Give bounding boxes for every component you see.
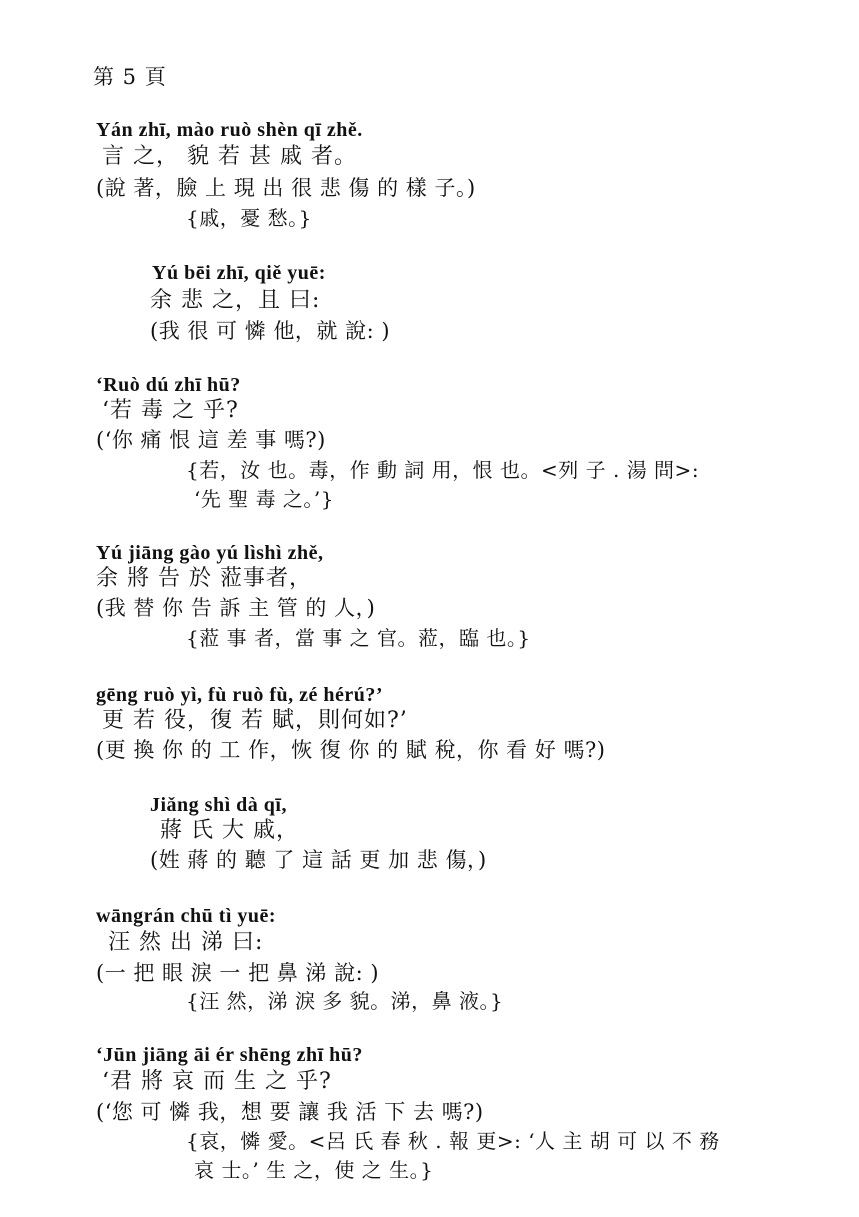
chinese-line-2: 余 悲 之，且 曰: bbox=[150, 288, 321, 313]
chinese-line-5: 更 若 役，復 若 賦，則何如?’ bbox=[102, 708, 408, 733]
translation-line-3: (‘你 痛 恨 這 差 事 嗎?) bbox=[96, 428, 326, 452]
page-number-label: 第 5 頁 bbox=[93, 65, 167, 89]
chinese-line-4: 余 將 告 於 蒞事者， bbox=[96, 566, 312, 591]
chinese-line-1: 言 之， 貌 若 甚 戚 者。 bbox=[102, 144, 357, 169]
translation-line-6: (姓 蔣 的 聽 了 這 話 更 加 悲 傷，) bbox=[150, 848, 487, 872]
translation-line-8: (‘您 可 憐 我，想 要 讓 我 活 下 去 嗎?) bbox=[96, 1100, 484, 1124]
note-line-3b: ‘先 聖 毒 之。’} bbox=[194, 487, 335, 511]
translation-line-7: (一 把 眼 淚 一 把 鼻 涕 說: ) bbox=[96, 961, 380, 985]
chinese-line-7: 汪 然 出 涕 曰: bbox=[108, 930, 264, 955]
chinese-line-3: ‘若 毒 之 乎? bbox=[102, 398, 239, 423]
chinese-line-6: 蔣 氏 大 戚， bbox=[160, 818, 299, 843]
pinyin-line-6: Jiǎng shì dà qī, bbox=[150, 794, 287, 816]
note-line-4a: {蒞 事 者，當 事 之 官。蒞，臨 也。} bbox=[186, 626, 531, 650]
translation-line-4: (我 替 你 告 訴 主 管 的 人，) bbox=[96, 596, 376, 620]
note-line-8a: {哀，憐 愛。<呂 氏 春 秋 . 報 更>: ‘人 主 胡 可 以 不 務 bbox=[186, 1129, 720, 1153]
pinyin-line-5: gēng ruò yì, fù ruò fù, zé hérú?’ bbox=[96, 684, 384, 706]
note-line-1a: {戚，憂 愁。} bbox=[186, 206, 312, 230]
pinyin-line-8: ‘Jūn jiāng āi ér shēng zhī hū? bbox=[96, 1044, 363, 1066]
pinyin-line-3: ‘Ruò dú zhī hū? bbox=[96, 374, 241, 396]
note-line-8b: 哀 士。’ 生 之，使 之 生。} bbox=[194, 1158, 434, 1182]
translation-line-2: (我 很 可 憐 他，就 說: ) bbox=[150, 319, 391, 343]
translation-line-1: (說 著，臉 上 現 出 很 悲 傷 的 樣 子。) bbox=[96, 176, 476, 200]
chinese-line-8: ‘君 將 哀 而 生 之 乎? bbox=[102, 1069, 332, 1094]
pinyin-line-4: Yú jiāng gào yú lìshì zhě, bbox=[96, 542, 324, 564]
pinyin-line-1: Yán zhī, mào ruò shèn qī zhě. bbox=[96, 119, 363, 141]
pinyin-line-2: Yú bēi zhī, qiě yuē: bbox=[152, 262, 326, 284]
note-line-7a: {汪 然，涕 淚 多 貌。涕，鼻 液。} bbox=[186, 989, 504, 1013]
translation-line-5: (更 換 你 的 工 作，恢 復 你 的 賦 稅，你 看 好 嗎?) bbox=[96, 738, 606, 762]
pinyin-line-7: wāngrán chū tì yuē: bbox=[96, 905, 277, 927]
note-line-3a: {若，汝 也。毒，作 動 詞 用，恨 也。<列 子 . 湯 問>: bbox=[186, 458, 700, 482]
